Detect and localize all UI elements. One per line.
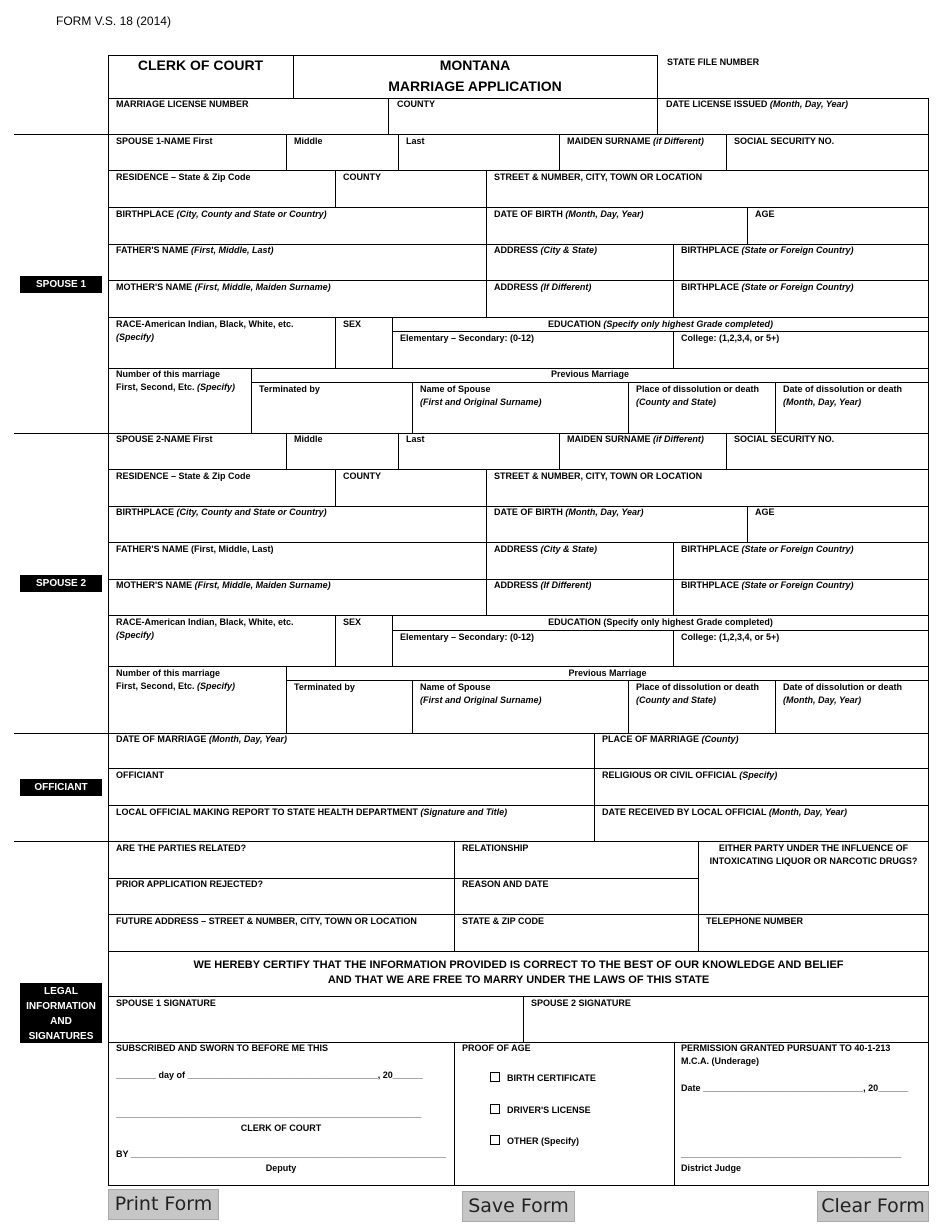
spouse2-father-field[interactable]: FATHER'S NAME (First, Middle, Last) [116, 544, 274, 554]
officiant-field[interactable]: OFFICIANT [116, 770, 164, 780]
spouse1-father-address-field[interactable]: ADDRESS (City & State) [494, 245, 598, 255]
spouse1-mother-address-field[interactable]: ADDRESS (If Different) [494, 282, 592, 292]
spouse2-education-label: EDUCATION (Specify only highest Grade completed) [548, 617, 773, 627]
prior-rejected-field[interactable]: PRIOR APPLICATION REJECTED? [116, 879, 264, 889]
spouse2-sex-field[interactable]: SEX [343, 617, 362, 627]
spouse1-dissolution-place-field[interactable]: Place of dissolution or death (County and State) [636, 384, 760, 407]
save-form-button[interactable]: Save Form [462, 1191, 575, 1222]
print-form-button[interactable]: Print Form [108, 1189, 219, 1220]
spouse1-race-field[interactable]: RACE-American Indian, Black, White, etc. (Specify) [116, 319, 294, 342]
birth-certificate-checkbox[interactable]: BIRTH CERTIFICATE [490, 1072, 596, 1084]
permission-label: PERMISSION GRANTED PURSUANT TO 40-1-213 M.C.A. (Underage) [681, 1043, 891, 1066]
spouse2-elementary-field[interactable]: Elementary – Secondary: (0-12) [400, 632, 535, 642]
district-judge-label: District Judge [681, 1163, 742, 1173]
spouse2-dissolution-date-field[interactable]: Date of dissolution or death (Month, Day, Year) [783, 682, 903, 705]
religious-official-field[interactable]: RELIGIOUS OR CIVIL OFFICIAL (Specify) [602, 770, 778, 780]
spouse1-father-birthplace-field[interactable]: BIRTHPLACE (State or Foreign Country) [681, 245, 854, 255]
spouse1-sex-field[interactable]: SEX [343, 319, 362, 329]
spouse2-street-field[interactable]: STREET & NUMBER, CITY, TOWN OR LOCATION [494, 471, 703, 481]
spouse1-mother-field[interactable]: MOTHER'S NAME (First, Middle, Maiden Surname) [116, 282, 331, 292]
checkbox-icon [490, 1135, 500, 1145]
spouse2-previous-marriage-label: Previous Marriage [568, 668, 647, 678]
spouse1-elementary-field[interactable]: Elementary – Secondary: (0-12) [400, 333, 535, 343]
spouse2-college-field[interactable]: College: (1,2,3,4, or 5+) [681, 632, 780, 642]
spouse1-birthplace-field[interactable]: BIRTHPLACE (City, County and State or Country) [116, 209, 327, 219]
spouse2-marriage-number-field[interactable]: Number of this marriage First, Second, Etc. (Specify) [116, 668, 236, 691]
spouse2-middle-field[interactable]: Middle [294, 434, 323, 444]
telephone-field[interactable]: TELEPHONE NUMBER [706, 916, 804, 926]
checkbox-icon [490, 1104, 500, 1114]
parties-related-field[interactable]: ARE THE PARTIES RELATED? [116, 843, 247, 853]
spouse2-father-birthplace-field[interactable]: BIRTHPLACE (State or Foreign Country) [681, 544, 854, 554]
spouse1-maiden-field[interactable]: MAIDEN SURNAME (if Different) [567, 136, 704, 146]
spouse1-education-label: EDUCATION (Specify only highest Grade completed) [548, 319, 773, 329]
reason-date-field[interactable]: REASON AND DATE [462, 879, 549, 889]
spouse1-last-field[interactable]: Last [406, 136, 425, 146]
spouse2-prev-spouse-field[interactable]: Name of Spouse (First and Original Surname) [420, 682, 542, 705]
date-received-field[interactable]: DATE RECEIVED BY LOCAL OFFICIAL (Month, Day, Year) [602, 807, 848, 817]
spouse1-ssn-field[interactable]: SOCIAL SECURITY NO. [734, 136, 835, 146]
license-number-field[interactable]: MARRIAGE LICENSE NUMBER [116, 99, 249, 109]
spouse2-age-field[interactable]: AGE [755, 507, 775, 517]
certification-statement: WE HEREBY CERTIFY THAT THE INFORMATION PROVIDED IS CORRECT TO THE BEST OF OUR KNOWLEDGE AND BELIEF AND THAT WE ARE FREE TO MARRY UNDER THE LAWS OF THIS STATE [193, 959, 844, 986]
spouse1-marriage-number-field[interactable]: Number of this marriage First, Second, Etc. (Specify) [116, 369, 236, 392]
spouse2-terminated-field[interactable]: Terminated by [294, 682, 355, 692]
sworn-date-line[interactable]: ________ day of ______________________________________, 20______ [116, 1070, 423, 1080]
spouse2-last-field[interactable]: Last [406, 434, 425, 444]
spouse1-terminated-field[interactable]: Terminated by [259, 384, 320, 394]
spouse1-street-field[interactable]: STREET & NUMBER, CITY, TOWN OR LOCATION [494, 172, 703, 182]
judge-signature-line[interactable]: ____________________________________________ [681, 1149, 902, 1159]
spouse1-county-field[interactable]: COUNTY [343, 172, 381, 182]
form-title: MARRIAGE APPLICATION [388, 78, 562, 94]
future-address-field[interactable]: FUTURE ADDRESS – STREET & NUMBER, CITY, TOWN OR LOCATION [116, 916, 417, 926]
marriage-place-field[interactable]: PLACE OF MARRIAGE (County) [602, 734, 739, 744]
permission-date-line[interactable]: Date ________________________________, 20______ [681, 1083, 909, 1093]
section-spouse-1: SPOUSE 1 [20, 276, 102, 293]
county-field[interactable]: COUNTY [397, 99, 435, 109]
sworn-label: SUBSCRIBED AND SWORN TO BEFORE ME THIS [116, 1043, 329, 1053]
clerk-label: CLERK OF COURT [240, 1123, 322, 1133]
section-legal: LEGAL INFORMATION AND SIGNATURES [20, 983, 102, 1043]
spouse2-mother-field[interactable]: MOTHER'S NAME (First, Middle, Maiden Surname) [116, 580, 331, 590]
spouse2-birthplace-field[interactable]: BIRTHPLACE (City, County and State or Country) [116, 507, 327, 517]
state-heading: MONTANA [439, 57, 511, 73]
state-file-number-label: STATE FILE NUMBER [667, 57, 760, 67]
spouse1-dissolution-date-field[interactable]: Date of dissolution or death (Month, Day, Year) [783, 384, 903, 407]
influence-field[interactable]: EITHER PARTY UNDER THE INFLUENCE OF INTOXICATING LIQUOR OR NARCOTIC DRUGS? [709, 843, 918, 866]
clerk-of-court-heading: CLERK OF COURT [137, 57, 264, 73]
section-spouse-2: SPOUSE 2 [20, 575, 102, 592]
spouse1-prev-spouse-field[interactable]: Name of Spouse (First and Original Surname) [420, 384, 542, 407]
checkbox-icon [490, 1072, 500, 1082]
spouse1-dob-field[interactable]: DATE OF BIRTH (Month, Day, Year) [494, 209, 644, 219]
spouse1-mother-birthplace-field[interactable]: BIRTHPLACE (State or Foreign Country) [681, 282, 854, 292]
spouse2-signature-field[interactable]: SPOUSE 2 SIGNATURE [531, 998, 631, 1008]
spouse2-county-field[interactable]: COUNTY [343, 471, 381, 481]
clear-form-button[interactable]: Clear Form [817, 1191, 929, 1222]
proof-of-age-label: PROOF OF AGE [462, 1043, 531, 1053]
spouse2-dissolution-place-field[interactable]: Place of dissolution or death (County and State) [636, 682, 760, 705]
deputy-label: Deputy [265, 1163, 297, 1173]
marriage-date-field[interactable]: DATE OF MARRIAGE (Month, Day, Year) [116, 734, 288, 744]
spouse1-middle-field[interactable]: Middle [294, 136, 323, 146]
spouse1-college-field[interactable]: College: (1,2,3,4, or 5+) [681, 333, 780, 343]
spouse2-mother-birthplace-field[interactable]: BIRTHPLACE (State or Foreign Country) [681, 580, 854, 590]
spouse1-previous-marriage-label: Previous Marriage [550, 369, 630, 379]
spouse2-first-name-field[interactable]: SPOUSE 2-NAME First [116, 434, 213, 444]
spouse1-signature-field[interactable]: SPOUSE 1 SIGNATURE [116, 998, 216, 1008]
deputy-signature-line[interactable]: BY _______________________________________________________________ [116, 1149, 447, 1159]
spouse1-age-field[interactable]: AGE [755, 209, 775, 219]
other-checkbox[interactable]: OTHER (Specify) [490, 1135, 579, 1147]
spouse2-father-address-field[interactable]: ADDRESS (City & State) [494, 544, 598, 554]
form-id: FORM V.S. 18 (2014) [56, 14, 171, 28]
spouse2-residence-field[interactable]: RESIDENCE – State & Zip Code [116, 471, 251, 481]
local-official-field[interactable]: LOCAL OFFICIAL MAKING REPORT TO STATE HEALTH DEPARTMENT (Signature and Title) [116, 807, 508, 817]
drivers-license-checkbox[interactable]: DRIVER'S LICENSE [490, 1104, 591, 1116]
spouse2-race-field[interactable]: RACE-American Indian, Black, White, etc. (Specify) [116, 617, 294, 640]
spouse1-father-field[interactable]: FATHER'S NAME (First, Middle, Last) [116, 245, 274, 255]
spouse2-dob-field[interactable]: DATE OF BIRTH (Month, Day, Year) [494, 507, 644, 517]
spouse2-maiden-field[interactable]: MAIDEN SURNAME (if Different) [567, 434, 704, 444]
spouse1-first-name-field[interactable]: SPOUSE 1-NAME First [116, 136, 213, 146]
spouse2-ssn-field[interactable]: SOCIAL SECURITY NO. [734, 434, 835, 444]
date-issued-field[interactable]: DATE LICENSE ISSUED (Month, Day, Year) [666, 99, 849, 109]
state-zip-field[interactable]: STATE & ZIP CODE [462, 916, 545, 926]
spouse1-residence-field[interactable]: RESIDENCE – State & Zip Code [116, 172, 251, 182]
spouse2-mother-address-field[interactable]: ADDRESS (If Different) [494, 580, 592, 590]
clerk-signature-line[interactable]: _____________________________________________________________ [116, 1109, 422, 1119]
section-officiant: OFFICIANT [20, 779, 102, 796]
relationship-field[interactable]: RELATIONSHIP [462, 843, 529, 853]
